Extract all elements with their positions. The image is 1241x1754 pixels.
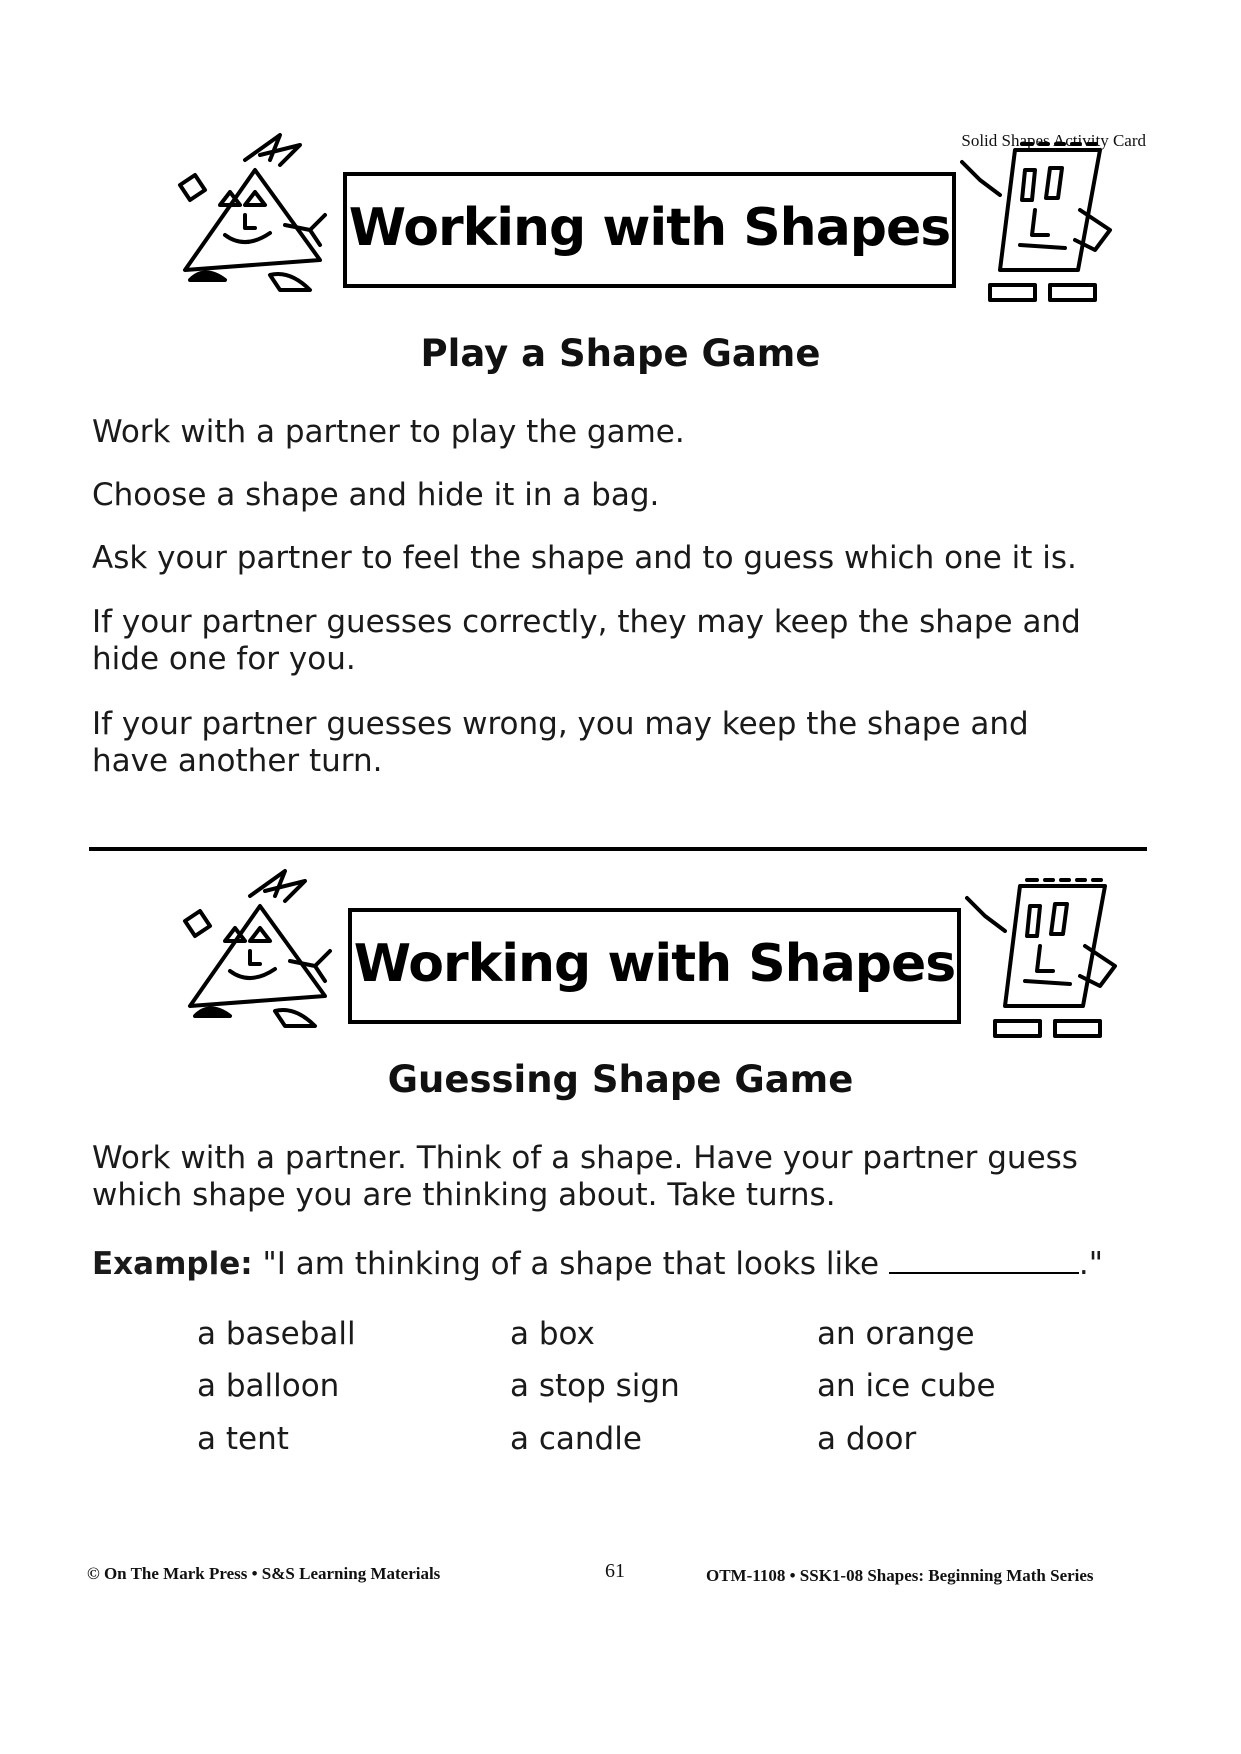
paragraph: Work with a partner to play the game. <box>92 414 685 450</box>
rectangle-character-icon <box>960 140 1120 310</box>
word-item: a baseball <box>197 1316 356 1352</box>
word-item: a balloon <box>197 1368 340 1404</box>
word-item: a box <box>510 1316 595 1352</box>
answer-blank <box>889 1244 1079 1274</box>
example-label: Example: <box>92 1246 253 1282</box>
word-item: a tent <box>197 1421 289 1457</box>
word-item: a candle <box>510 1421 642 1457</box>
word-item: a stop sign <box>510 1368 680 1404</box>
triangle-character-icon <box>165 866 355 1056</box>
word-item: an orange <box>817 1316 975 1352</box>
paragraph: Choose a shape and hide it in a bag. <box>92 477 660 513</box>
example-text: "I am thinking of a shape that looks like <box>262 1246 880 1282</box>
example-end: ." <box>1078 1246 1104 1282</box>
banner-title-box <box>343 172 956 288</box>
word-item: an ice cube <box>817 1368 996 1404</box>
footer-series: OTM-1108 • SSK1-08 Shapes: Beginning Math Series <box>706 1566 1094 1585</box>
word-item: a door <box>817 1421 917 1457</box>
page-number: 61 <box>605 1560 625 1582</box>
activity-card-label: Solid Shapes Activity Card <box>961 131 1146 150</box>
example-line <box>92 1244 1112 1283</box>
paragraph: If your partner guesses wrong, you may keep the shape and have another turn. <box>92 706 1029 779</box>
paragraph: Ask your partner to feel the shape and to guess which one it is. <box>92 540 1077 576</box>
banner-title: Working with Shapes <box>348 198 951 258</box>
triangle-character-icon <box>160 130 350 320</box>
section-divider <box>89 847 1147 851</box>
rectangle-character-icon <box>965 876 1125 1046</box>
banner-title: Working with Shapes <box>353 934 956 994</box>
section-heading-guessing: Guessing Shape Game <box>387 1058 854 1101</box>
footer-publisher: © On The Mark Press • S&S Learning Materials <box>87 1564 441 1583</box>
paragraph: If your partner guesses correctly, they may keep the shape and hide one for you. <box>92 604 1081 677</box>
banner-bottom <box>145 866 1145 1056</box>
banner-title-box <box>348 908 961 1024</box>
intro-paragraph: Work with a partner. Think of a shape. Have your partner guess which shape you are thinking about. Take turns. <box>92 1140 1078 1213</box>
section-heading-play: Play a Shape Game <box>420 332 821 375</box>
banner-top <box>140 130 1140 320</box>
